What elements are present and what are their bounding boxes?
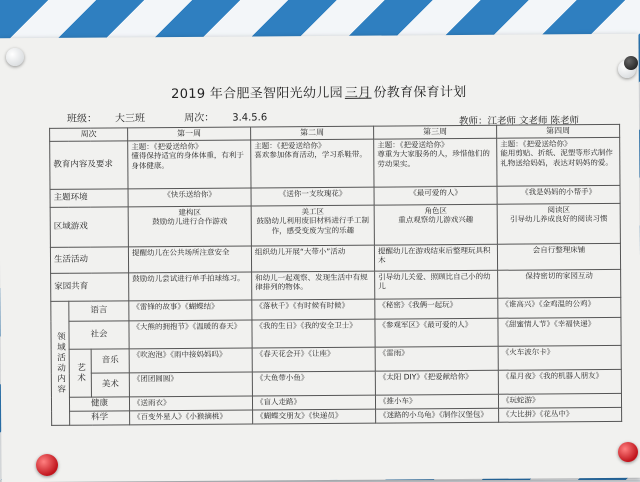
paper-sheet [0, 34, 640, 482]
table-cell: 提醒幼儿在游戏结束后整理玩具积木 [374, 244, 497, 271]
table-cell: 《百变外星人》《小猴摘桃》 [130, 410, 253, 425]
table-cell: 主题：《把爱送给你》 懂得保持适宜的身体体重，有利于身体健康。 [128, 140, 251, 189]
domain-label: 音乐 [91, 349, 129, 373]
table-cell: 《雷锋的故事》《蝴蝶结》 [129, 300, 252, 321]
table-cell: 《团团圆圆》 [129, 372, 252, 397]
push-pin [6, 48, 24, 66]
push-pin [618, 442, 638, 462]
table-cell: 《雷雨》 [375, 346, 498, 371]
table-cell: 角色区 重点观察幼儿游戏兴趣 [374, 204, 497, 245]
table-row [50, 137, 620, 189]
table-cell: 《秘密》《我俩一起玩》 [375, 298, 498, 319]
table-cell: 《蝴蝶交朋友》《快递员》 [253, 409, 376, 424]
table-cell: 《参观军区》《最可爱的人》 [375, 318, 498, 347]
table-cell: 《盲人走路》 [252, 395, 375, 410]
push-pin [624, 56, 638, 70]
table-cell: 提醒幼儿在公共场所注意安全 [128, 246, 251, 273]
table-cell: 《太阳 DIY》《把爱献给你》 [375, 370, 498, 395]
domain-group-label: 领域活动内容 [51, 301, 70, 425]
table-cell: 《迷路的小乌龟》《制作汉堡包》 [376, 408, 499, 423]
class-info [67, 108, 303, 125]
table-cell: 《吹泡泡》《雨中接妈妈吗》 [129, 348, 252, 373]
table-cell: 《甜蜜情人节》《幸福快递》 [498, 317, 621, 346]
table-cell: 《春天花会开》《让座》 [252, 347, 375, 372]
teachers: 教师：江老师 文老师 陈老师 [458, 115, 580, 128]
table-cell: 《大熊的拥抱节》《温暖的春天》 [129, 320, 252, 349]
table-cell: 《玩蛇游》 [498, 393, 621, 408]
table-cell: 主题：《把爱送给你》 尊重为大家服务的人，珍惜他们的劳动果实。 [374, 138, 497, 187]
domain-label: 健康 [69, 397, 129, 411]
title-suffix: 份教育保育计划 [373, 84, 467, 101]
table-cell: 《大比拼》《花丛中》 [499, 407, 622, 422]
header-cell: 第一周 [128, 127, 251, 141]
table-cell: 鼓励幼儿尝试进行单手拍球练习。 [129, 272, 252, 301]
header-cell: 第二周 [251, 126, 374, 140]
table-cell: 《送你一支玫瑰花》 [251, 187, 374, 206]
table-cell: 《星月夜》《我的机器人朋友》 [498, 369, 621, 394]
table-row [50, 243, 620, 273]
table-cell: 《落秋千》《有时候有时候》 [252, 299, 375, 320]
table-cell: 阅读区 引导幼儿养成良好的阅读习惯 [497, 203, 620, 244]
title-prefix: 2019 年合肥圣智阳光幼儿园 [171, 85, 343, 103]
domain-label: 社会 [69, 321, 129, 349]
row-label: 生活活动 [50, 247, 128, 274]
class-value: 大三班 [114, 113, 146, 125]
table-cell: 《快乐送给你》 [128, 188, 251, 207]
title-month: 三月 [344, 85, 372, 101]
table-cell: 会自行整理床铺 [497, 243, 620, 270]
domain-label: 美术 [91, 373, 129, 397]
table-cell: 《推小车》 [375, 394, 498, 409]
table-cell: 主题：《把爱送给你》 喜欢参加体育活动，学习系鞋带。 [251, 139, 374, 188]
table-cell: 《最可爱的人》 [374, 186, 497, 205]
row-label: 家园共育 [51, 273, 129, 302]
row-label: 区域游戏 [50, 207, 128, 248]
table-row [51, 317, 621, 349]
page-title [0, 80, 639, 103]
header-cell: 周次 [50, 128, 128, 142]
domain-label: 科学 [70, 411, 130, 425]
domain-label: 语言 [69, 301, 129, 321]
table-cell: 建构区 鼓励幼儿进行合作游戏 [128, 206, 251, 247]
row-label: 教育内容及要求 [50, 141, 128, 190]
arts-label: 艺术 [69, 349, 91, 397]
plan-table [49, 124, 622, 426]
table-cell: 《送雨衣》 [129, 396, 252, 411]
header-cell: 第三周 [374, 125, 497, 139]
table-cell: 美工区 鼓励幼儿利用废旧材料进行手工制作，感受变废为宝的乐趣 [251, 205, 374, 246]
table-cell: 和幼儿一起观察、发现生活中有规律排列的物体。 [252, 271, 375, 300]
table-cell: 《谁高兴》《金鸡温的公鸡》 [498, 297, 621, 318]
push-pin [36, 454, 58, 476]
header-cell: 第四周 [497, 124, 620, 138]
table-cell: 保持密切的家园互动 [498, 269, 621, 298]
row-label: 主题环境 [50, 189, 128, 208]
weeks-value: 3.4.5.6 [232, 112, 268, 124]
table-cell: 引导幼儿关爱、照顾比自己小的幼儿 [375, 270, 498, 299]
table-cell: 《我是妈妈的小帮手》 [497, 185, 620, 204]
table-cell: 主题：《把爱送给你》 能用剪贴、折纸、泥塑等形式制作礼物送给妈妈，表达对妈妈的爱。 [497, 137, 620, 186]
table-cell: 组织幼儿开展“大带小”活动 [251, 245, 374, 272]
weeks-label: 周次： [184, 112, 215, 124]
table-row [50, 203, 620, 247]
class-label: 班级： [66, 113, 98, 125]
table-row [51, 269, 621, 301]
table-cell: 《火车波尔卡》 [498, 345, 621, 370]
table-cell: 《我的生日》《我的安全卫士》 [252, 319, 375, 348]
table-row [52, 407, 622, 425]
table-cell: 《大鱼带小鱼》 [252, 371, 375, 396]
